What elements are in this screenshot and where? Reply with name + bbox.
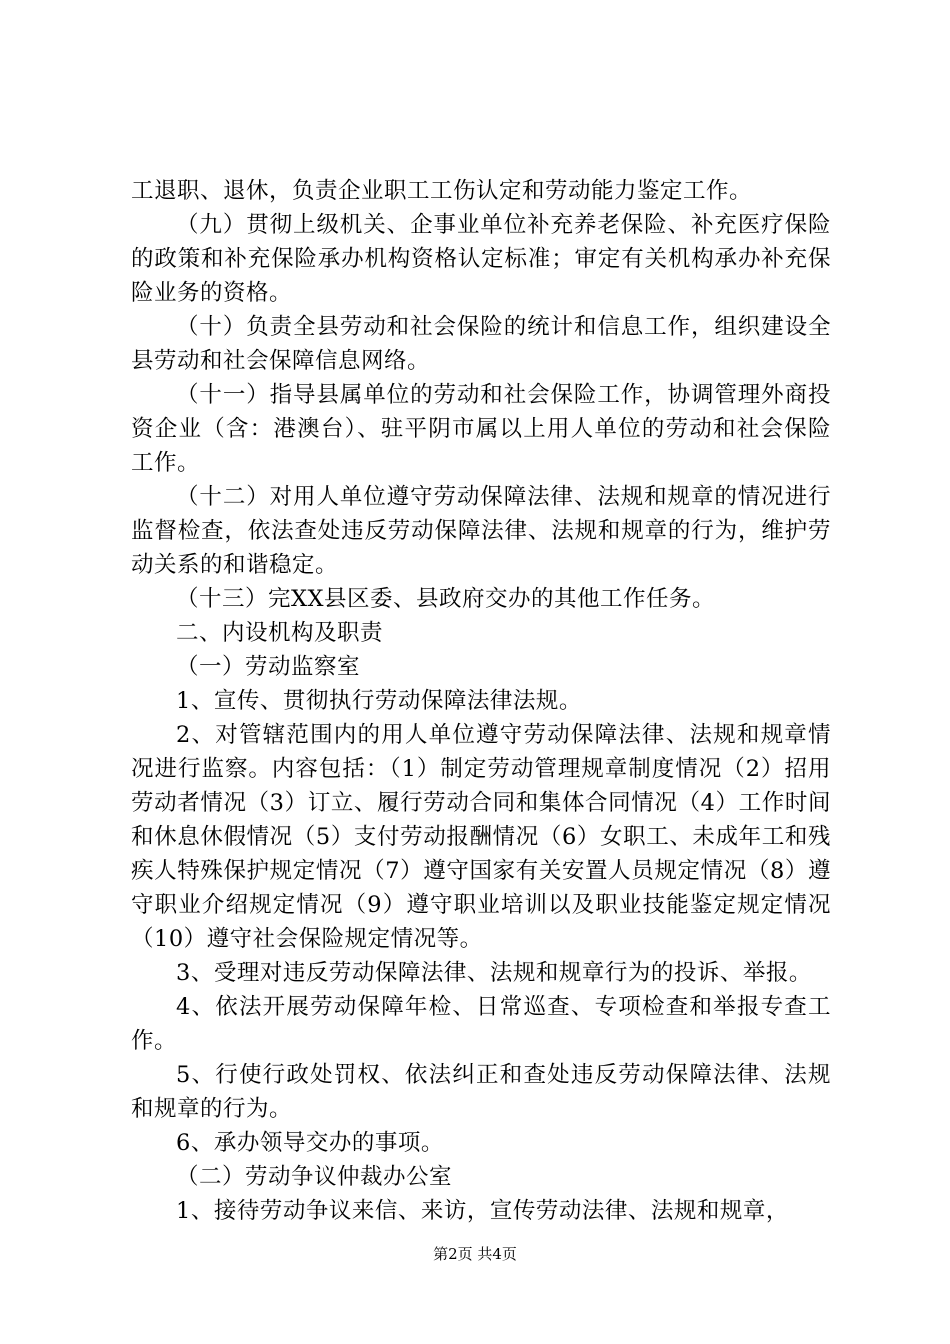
paragraph: （十一）指导县属单位的劳动和社会保险工作，协调管理外商投资企业（含：港澳台）、驻平阴市属以上用人单位的劳动和社会保险工作。 bbox=[131, 382, 831, 476]
paragraph: （九）贯彻上级机关、企事业单位补充养老保险、补充医疗保险的政策和补充保险承办机构资格认定标准；审定有关机构承办补充保险业务的资格。 bbox=[131, 212, 831, 306]
subsection-heading: （二）劳动争议仲裁办公室 bbox=[176, 1164, 453, 1190]
paragraph: 工退职、退休，负责企业职工工伤认定和劳动能力鉴定工作。 bbox=[131, 178, 753, 204]
page-number-label: 第2页 共4页 bbox=[433, 1245, 517, 1263]
list-item: 1、宣传、贯彻执行劳动保障法律法规。 bbox=[176, 688, 582, 714]
list-item: 1、接待劳动争议来信、来访，宣传劳动法律、法规和规章， bbox=[176, 1198, 789, 1224]
list-item: 3、受理对违反劳动保障法律、法规和规章行为的投诉、举报。 bbox=[176, 960, 812, 986]
paragraph: （十二）对用人单位遵守劳动保障法律、法规和规章的情况进行监督检查，依法查处违反劳动保障法律、法规和规章的行为，维护劳动关系的和谐稳定。 bbox=[131, 484, 831, 578]
list-item: 6、承办领导交办的事项。 bbox=[176, 1130, 444, 1156]
list-item: 2、对管辖范围内的用人单位遵守劳动保障法律、法规和规章情况进行监察。内容包括：（1）制定劳动管理规章制度情况（2）招用劳动者情况（3）订立、履行劳动合同和集体合同情况（4）工作时间和休息休假情况（5）支付劳动报酬情况（6）女职工、未成年工和残疾人特殊保护规定情况（7）遵守国家有关安置人员规定情况（8）遵守职业介绍规定情况（9）遵守职业培训以及职业技能鉴定规定情况（10）遵守社会保险规定情况等。 bbox=[131, 722, 831, 952]
paragraph: （十）负责全县劳动和社会保险的统计和信息工作，组织建设全县劳动和社会保障信息网络。 bbox=[131, 314, 831, 374]
document-body bbox=[131, 174, 831, 1228]
paragraph: （十三）完XX县区委、县政府交办的其他工作任务。 bbox=[176, 586, 716, 612]
list-item: 5、行使行政处罚权、依法纠正和查处违反劳动保障法律、法规和规章的行为。 bbox=[131, 1062, 831, 1122]
section-heading: 二、内设机构及职责 bbox=[176, 620, 384, 646]
page-footer bbox=[0, 1244, 950, 1264]
subsection-heading: （一）劳动监察室 bbox=[176, 654, 361, 680]
list-item: 4、依法开展劳动保障年检、日常巡查、专项检查和举报专查工作。 bbox=[131, 994, 831, 1054]
